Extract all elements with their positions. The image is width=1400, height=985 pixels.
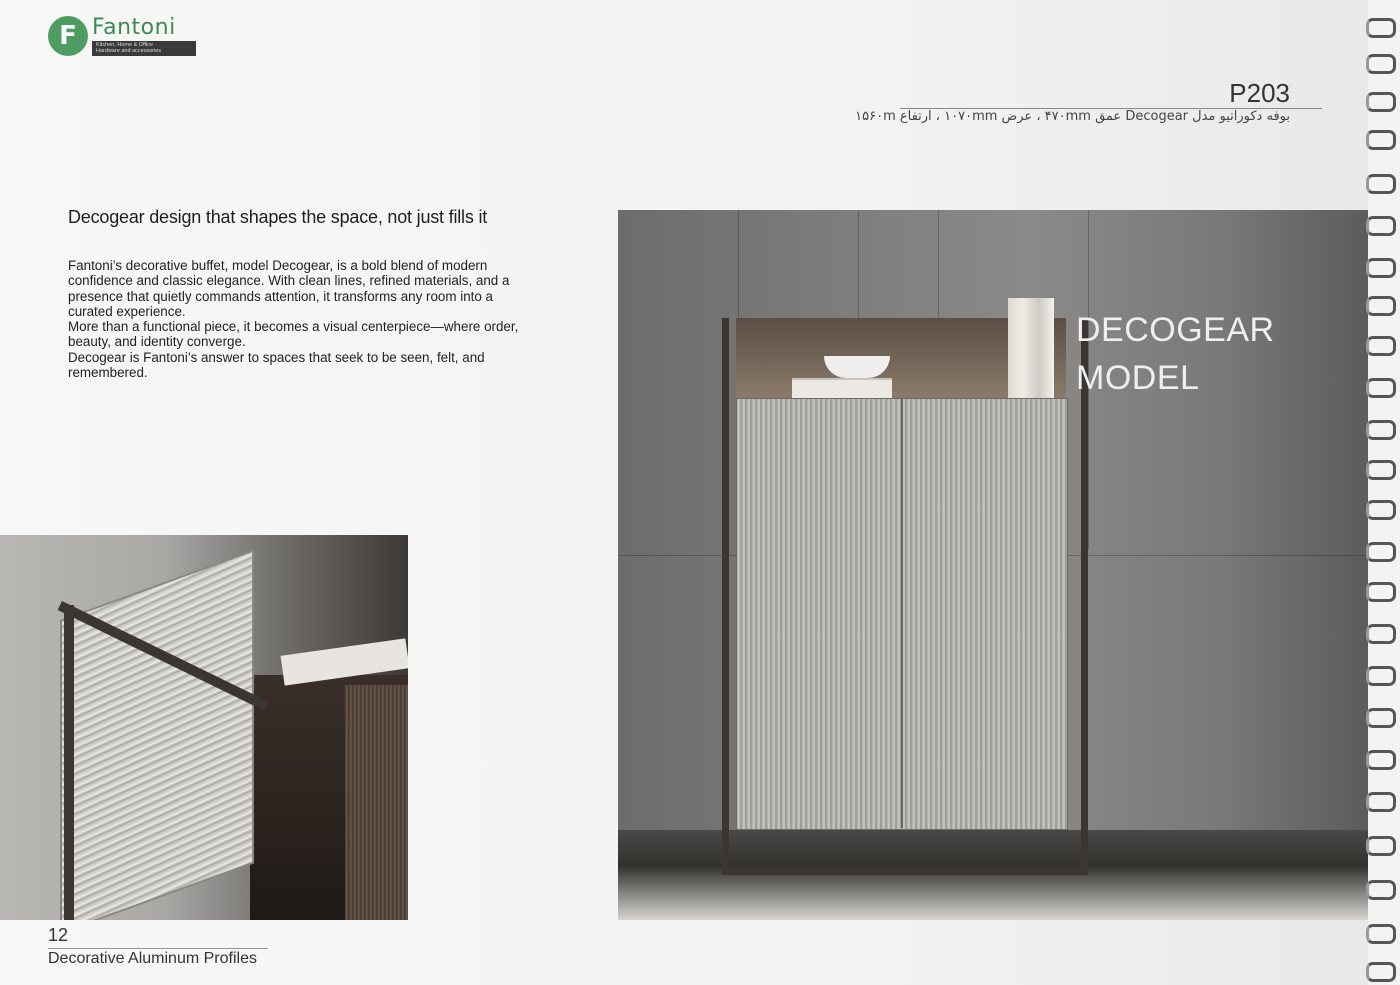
model-title-line-1: DECOGEAR bbox=[1076, 311, 1275, 349]
binding-ring bbox=[1366, 708, 1396, 728]
brand-tagline-line-1: Kitchen, Home & Office bbox=[96, 41, 154, 48]
model-title-line-2: MODEL bbox=[1076, 359, 1200, 397]
brand-tagline bbox=[92, 41, 196, 56]
cabinet-frame-leg bbox=[64, 605, 74, 920]
product-code: P203 bbox=[1229, 78, 1290, 108]
binding-ring bbox=[1366, 130, 1396, 150]
body-paragraph: Decogear is Fantoni’s answer to spaces that seek to be seen, felt, and remembered. bbox=[68, 349, 485, 381]
binding-ring bbox=[1366, 624, 1396, 644]
binding-ring bbox=[1366, 420, 1396, 440]
binding-ring bbox=[1366, 880, 1396, 900]
page-number: 12 bbox=[48, 925, 69, 945]
binding-ring bbox=[1366, 836, 1396, 856]
model-title bbox=[1076, 306, 1275, 402]
product-spec: بوفه دکوراتیو مدل Decogear عمق ۴۷۰mm ، عرض ۱۰۷۰mm ، ارتفاع ۱۵۶۰m bbox=[855, 109, 1290, 124]
binding-ring bbox=[1366, 378, 1396, 398]
body-copy bbox=[68, 258, 538, 380]
binding-ring bbox=[1366, 92, 1396, 112]
cabinet-door-open bbox=[60, 549, 254, 920]
binding-ring bbox=[1366, 582, 1396, 602]
binding-ring bbox=[1366, 500, 1396, 520]
brand-tagline-line-2: Hardware and accessories bbox=[96, 48, 162, 54]
binding-ring bbox=[1366, 962, 1396, 982]
binding-ring bbox=[1366, 216, 1396, 236]
wall-panel bbox=[618, 210, 739, 550]
binding-ring bbox=[1366, 336, 1396, 356]
binding-ring bbox=[1366, 258, 1396, 278]
body-paragraph: Fantoni’s decorative buffet, model Decogear, is a bold blend of modern confidence and classic elegance. With clean lines, refined materials, and a presence that quietly commands attention, it transforms any room into a curated experience. bbox=[68, 258, 510, 319]
brand-logo bbox=[48, 16, 196, 56]
cabinet-frame bbox=[722, 318, 1088, 875]
body-paragraph: More than a functional piece, it becomes a visual centerpiece—where order, beauty, and identity converge. bbox=[68, 319, 519, 350]
detail-photo bbox=[0, 535, 408, 920]
binding-ring bbox=[1366, 54, 1396, 74]
brand-name: Fantoni bbox=[92, 14, 176, 40]
product-photo bbox=[618, 210, 1368, 920]
logo-mark: F bbox=[48, 16, 88, 56]
binding-ring bbox=[1366, 666, 1396, 686]
spiral-binding bbox=[1368, 0, 1400, 985]
headline: Decogear design that shapes the space, not just fills it bbox=[68, 207, 488, 227]
logo-wordmark bbox=[92, 14, 196, 56]
binding-ring bbox=[1366, 792, 1396, 812]
binding-ring bbox=[1366, 924, 1396, 944]
binding-ring bbox=[1366, 174, 1396, 194]
binding-ring bbox=[1366, 542, 1396, 562]
binding-ring bbox=[1366, 750, 1396, 770]
binding-ring bbox=[1366, 460, 1396, 480]
binding-ring bbox=[1366, 18, 1396, 38]
section-title: Decorative Aluminum Profiles bbox=[48, 950, 257, 967]
footer-divider bbox=[48, 948, 268, 949]
binding-ring bbox=[1366, 296, 1396, 316]
cabinet-door-closed bbox=[345, 685, 408, 920]
